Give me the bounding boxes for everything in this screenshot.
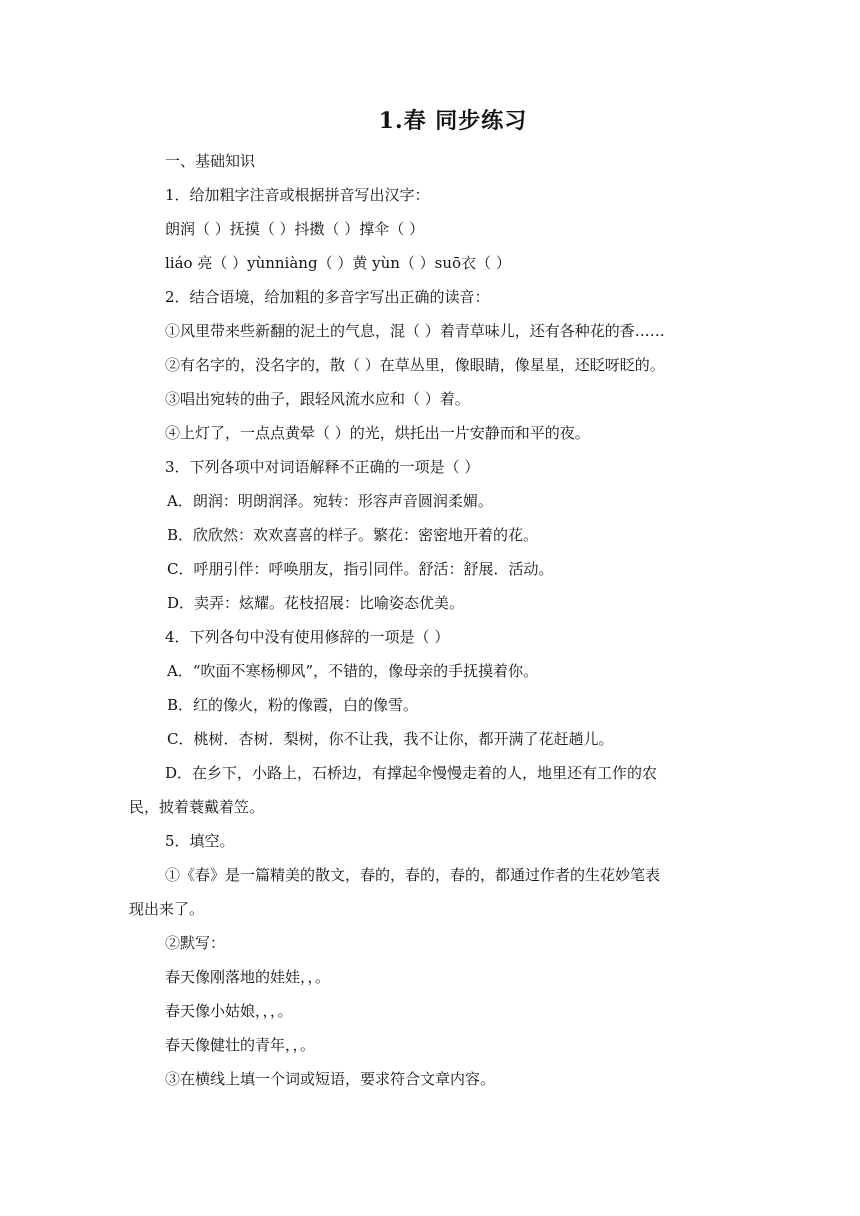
question-1-pinyin: liáo 亮（ ）yùnniàng（ ）黄 yùn（ ）suō衣（ ） [165,254,511,272]
dictation-line: 春天像小姑娘，，，。 [165,1002,293,1020]
dictation-line: 春天像健壮的青年，，。 [165,1036,316,1054]
option-d: D．在乡下，小路上，石桥边，有撑起伞慢慢走着的人，地里还有工作的农 [165,764,658,782]
question-2-item: ②有名字的，没名字的，散（ ）在草丛里，像眼睛，像星星，还眨呀眨的。 [165,356,665,374]
question-1: 1．给加粗字注音或根据拼音写出汉字： [165,186,430,204]
option-a: A．“吹面不寒杨柳风”，不错的，像母亲的手抚摸着你。 [167,662,539,680]
question-2-item: ④上灯了，一点点黄晕（ ）的光，烘托出一片安静而和平的夜。 [165,424,590,442]
section-heading: 一、基础知识 [165,152,256,170]
question-5-part-1: ①《春》是一篇精美的散文，春的，春的，春的，都通过作者的生花妙笔表 [165,866,661,884]
option-b: B．红的像火，粉的像霞，白的像雪。 [167,696,419,714]
option-b: B．欣欣然：欢欢喜喜的样子。繁花：密密地开着的花。 [167,526,539,544]
question-1-items: 朗润（ ）抚摸（ ）抖擞（ ）撑伞（ ） [165,220,425,238]
question-5-part-1-continued: 现出来了。 [129,900,205,918]
question-5-part-3: ③在横线上填一个词或短语，要求符合文章内容。 [165,1070,496,1088]
question-3: 3．下列各项中对词语解释不正确的一项是（ ） [165,458,480,476]
question-5: 5．填空。 [165,832,235,850]
option-d: D．卖弄：炫耀。花枝招展：比喻姿态优美。 [167,594,465,612]
exercise-body [129,144,736,1096]
dictation-line: 春天像刚落地的娃娃，，。 [165,968,331,986]
option-d-continued: 民，披着蓑戴着笠。 [129,798,265,816]
option-c: C．呼朋引伴：呼唤朋友，指引同伴。舒活：舒展．活动。 [167,560,554,578]
page-title: 1.春 同步练习 [378,108,528,134]
question-2: 2．结合语境，给加粗的多音字写出正确的读音： [165,288,490,306]
question-2-item: ①风里带来些新翻的泥土的气息，混（ ）着青草味儿，还有各种花的香…… [165,322,665,340]
option-c: C．桃树．杏树．梨树，你不让我，我不让你，都开满了花赶趟儿。 [167,730,614,748]
question-4: 4．下列各句中没有使用修辞的一项是（ ） [165,628,450,646]
question-2-item: ③唱出宛转的曲子，跟轻风流水应和（ ）着。 [165,390,470,408]
question-5-part-2: ②默写： [165,934,226,952]
option-a: A．朗润：明朗润泽。宛转：形容声音圆润柔媚。 [167,492,493,510]
